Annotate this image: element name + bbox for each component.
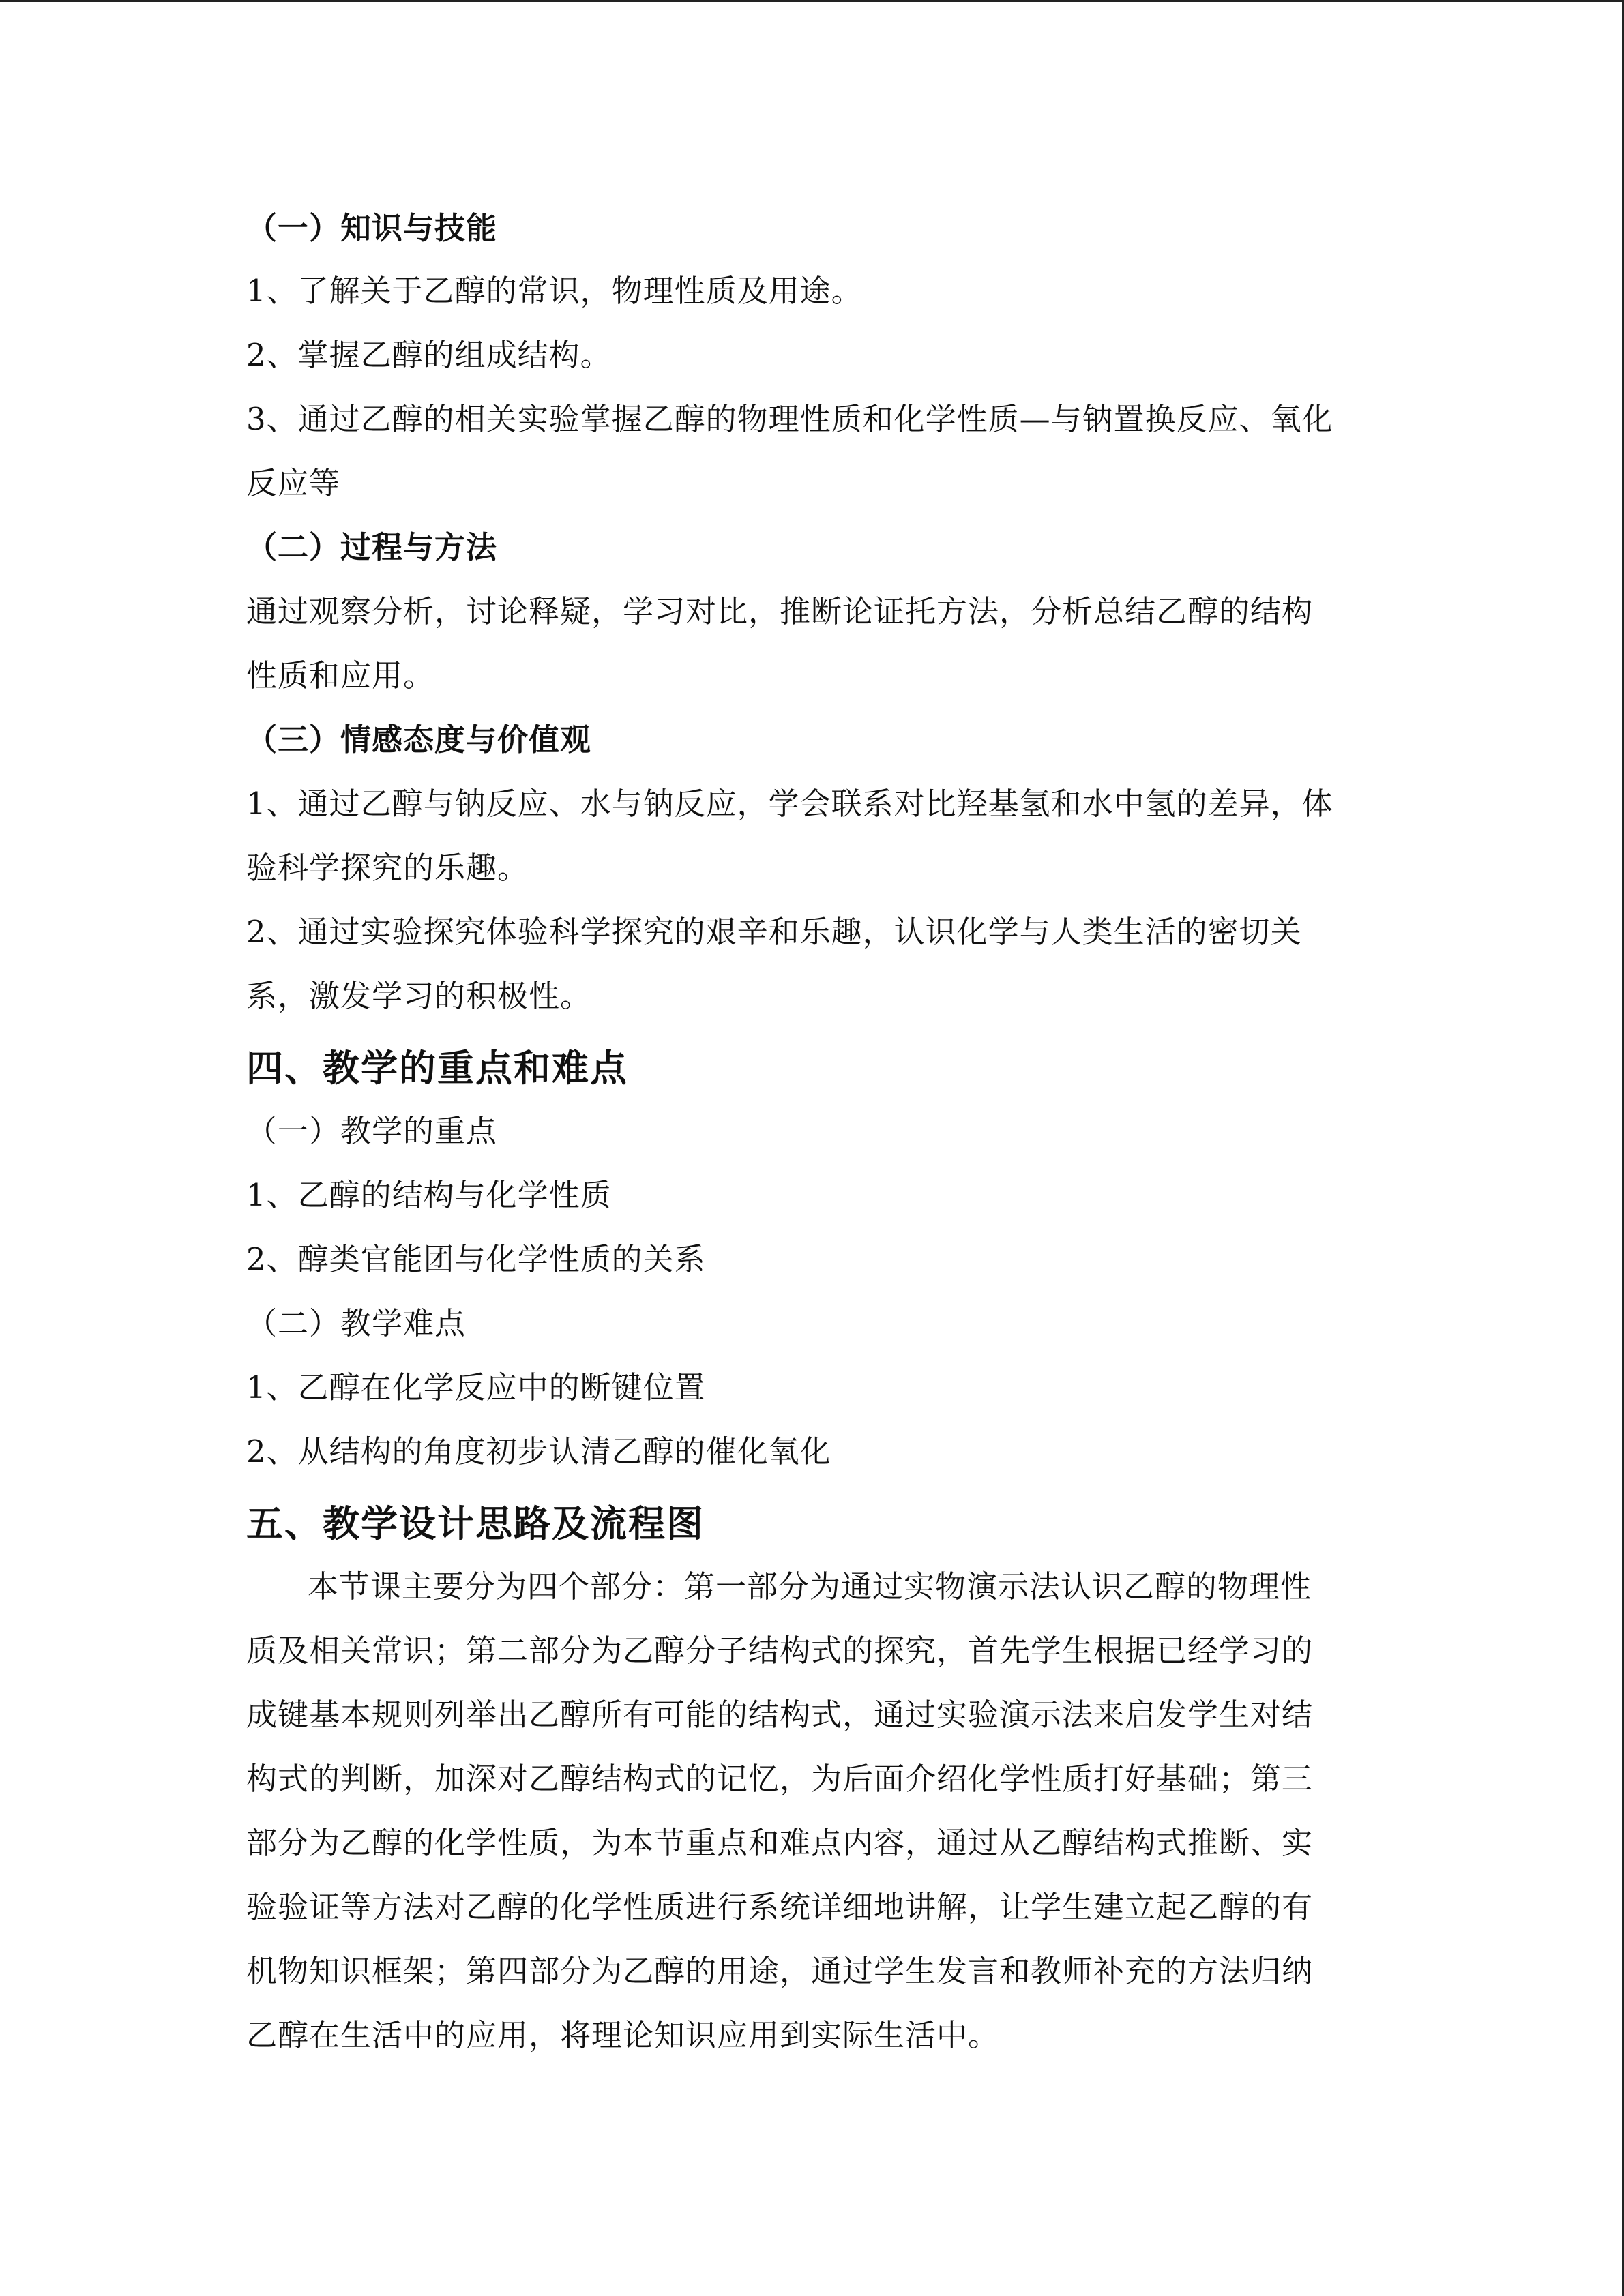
list-item-continuation: 验科学探究的乐趣。 (246, 850, 529, 886)
list-item: 3、通过乙醇的相关实验掌握乙醇的物理性质和化学性质—与钠置换反应、氧化 (246, 401, 1333, 437)
subheading-teaching-difficulty: （二）教学难点 (246, 1305, 467, 1341)
paragraph-line: 成键基本规则列举出乙醇所有可能的结构式，通过实验演示法来启发学生对结 (246, 1697, 1314, 1733)
subheading-knowledge-skills: （一）知识与技能 (246, 210, 498, 246)
paragraph-line: 本节课主要分为四个部分：第一部分为通过实物演示法认识乙醇的物理性 (308, 1568, 1312, 1605)
list-item: 1、乙醇的结构与化学性质 (246, 1177, 612, 1213)
paragraph-line: 通过观察分析，讨论释疑，学习对比，推断论证托方法，分析总结乙醇的结构 (246, 593, 1314, 629)
subheading-teaching-focus: （一）教学的重点 (246, 1113, 498, 1149)
list-item: 1、乙醇在化学反应中的断键位置 (246, 1369, 706, 1405)
list-item: 1、了解关于乙醇的常识，物理性质及用途。 (246, 273, 863, 309)
section-heading-design-flow: 五、教学设计思路及流程图 (246, 1502, 705, 1545)
paragraph-line: 性质和应用。 (246, 657, 435, 694)
list-item: 2、通过实验探究体验科学探究的艰辛和乐趣，认识化学与人类生活的密切关 (246, 914, 1302, 950)
paragraph-line: 构式的判断，加深对乙醇结构式的记忆，为后面介绍化学性质打好基础；第三 (246, 1761, 1314, 1797)
paragraph-line: 乙醇在生活中的应用，将理论知识应用到实际生活中。 (246, 2017, 1000, 2053)
section-heading-key-points: 四、教学的重点和难点 (246, 1046, 628, 1090)
paragraph-line: 机物知识框架；第四部分为乙醇的用途，通过学生发言和教师补充的方法归纳 (246, 1953, 1314, 1989)
list-item-continuation: 系，激发学习的积极性。 (246, 978, 592, 1014)
list-item-continuation: 反应等 (246, 465, 341, 501)
list-item: 2、醇类官能团与化学性质的关系 (246, 1241, 706, 1277)
subheading-attitude-values: （三）情感态度与价值观 (246, 721, 592, 758)
page-top-border (0, 0, 1624, 2)
paragraph-line: 验验证等方法对乙醇的化学性质进行系统详细地讲解，让学生建立起乙醇的有 (246, 1889, 1314, 1925)
document-page (246, 198, 1385, 2068)
paragraph-line: 部分为乙醇的化学性质，为本节重点和难点内容，通过从乙醇结构式推断、实 (246, 1825, 1314, 1861)
list-item: 1、通过乙醇与钠反应、水与钠反应，学会联系对比羟基氢和水中氢的差异，体 (246, 786, 1333, 822)
subheading-process-method: （二）过程与方法 (246, 529, 498, 565)
paragraph-line: 质及相关常识；第二部分为乙醇分子结构式的探究，首先学生根据已经学习的 (246, 1632, 1314, 1669)
list-item: 2、从结构的角度初步认清乙醇的催化氧化 (246, 1433, 831, 1470)
list-item: 2、掌握乙醇的组成结构。 (246, 337, 612, 373)
